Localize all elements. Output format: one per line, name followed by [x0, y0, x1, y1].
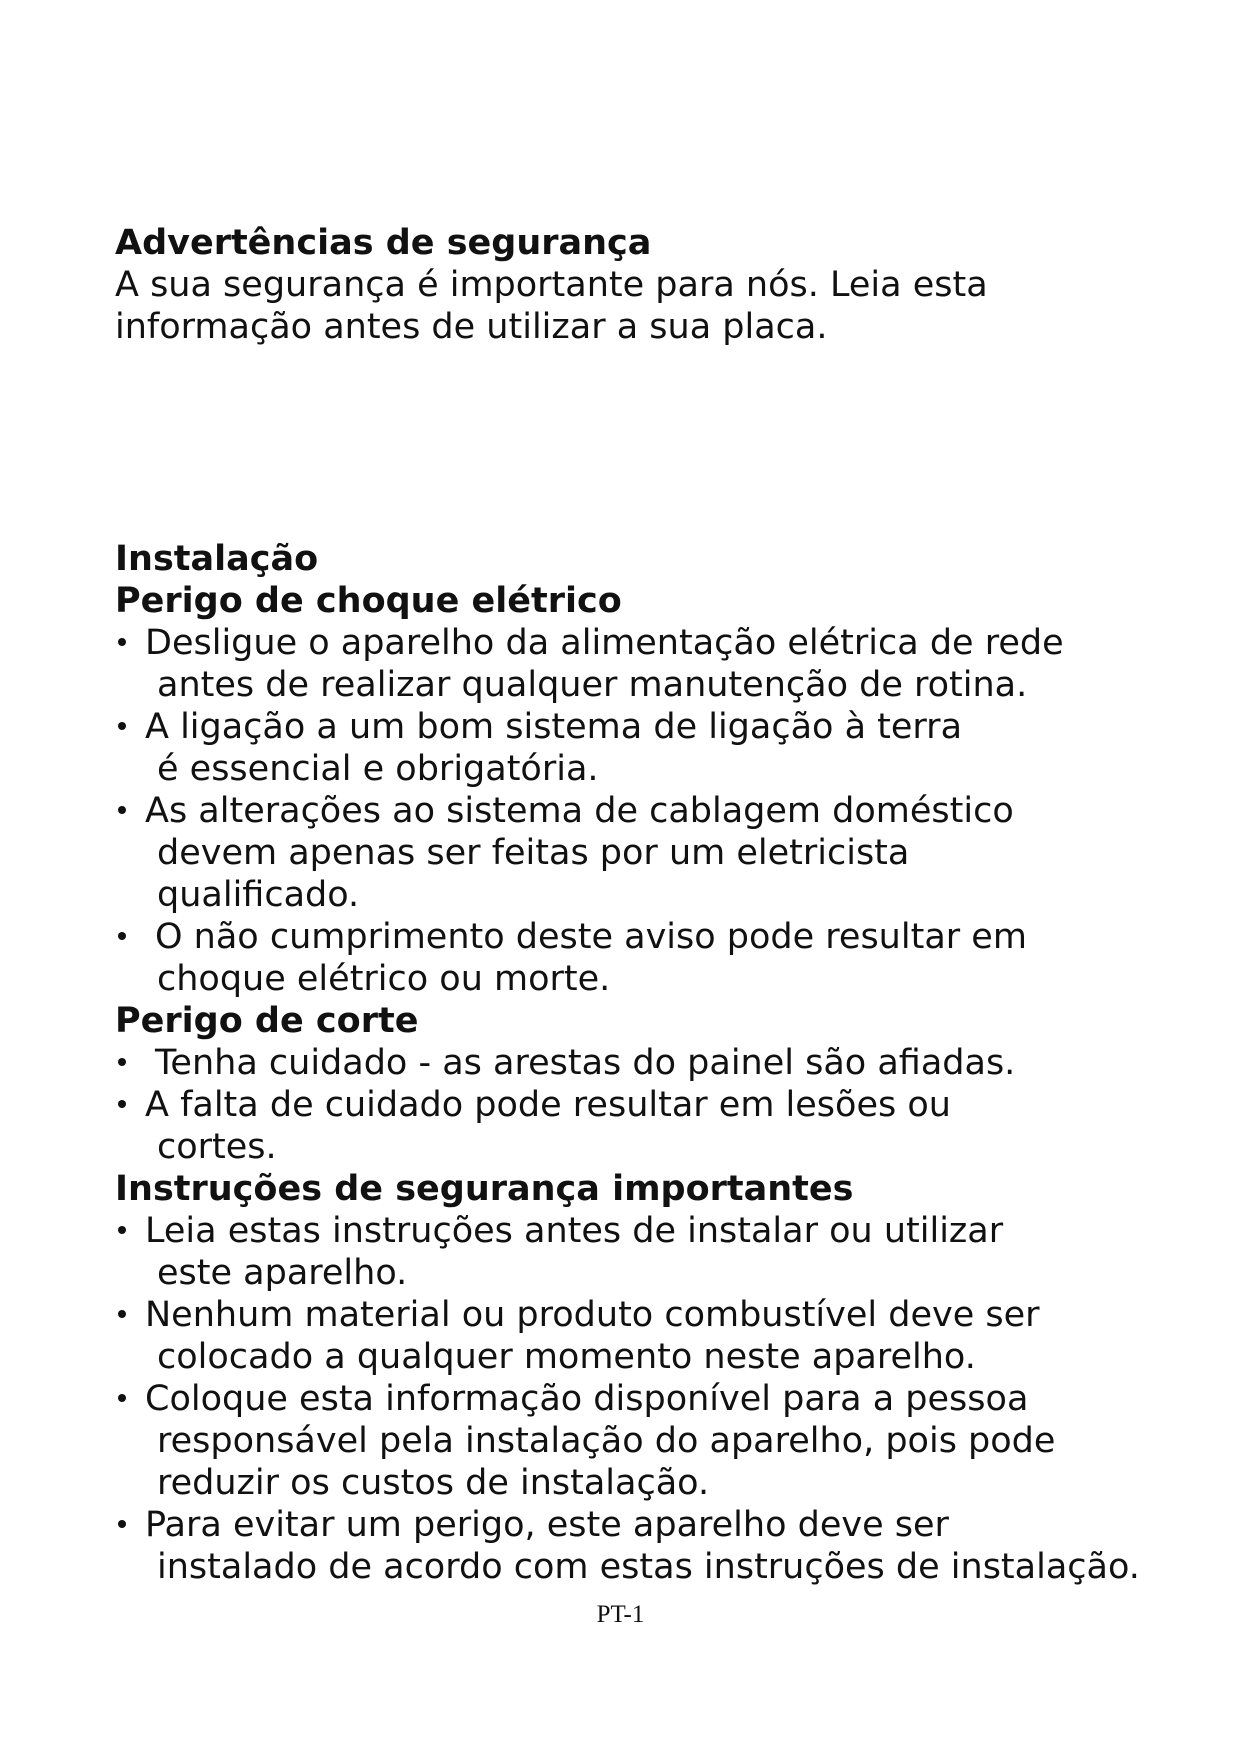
- bullet-item: [115, 790, 1195, 916]
- bullet-text: Coloque esta informação disponível para a pessoa: [145, 1379, 1029, 1419]
- bullet-text: reduzir os custos de instalação.: [157, 1463, 710, 1503]
- bullet-text: As alterações ao sistema de cablagem doméstico: [145, 791, 1014, 831]
- bullet-item: [115, 706, 1195, 790]
- bullet-text: O não cumprimento deste aviso pode resultar em: [155, 917, 1027, 957]
- bullet-item: [115, 1294, 1195, 1378]
- intro-title: Advertências de segurança: [115, 223, 652, 263]
- installation-section: [115, 538, 1195, 1588]
- bullet-text: A falta de cuidado pode resultar em lesões ou: [145, 1085, 951, 1125]
- bullet-icon: [115, 790, 145, 832]
- bullet-text: Nenhum material ou produto combustível deve ser: [145, 1295, 1040, 1335]
- bullet-item: [115, 1210, 1195, 1294]
- bullet-text: cortes.: [157, 1127, 277, 1167]
- cut-hazard-heading: Perigo de corte: [115, 1001, 419, 1041]
- bullet-item: [115, 1378, 1195, 1504]
- bullet-text: Tenha cuidado - as arestas do painel são afiadas.: [155, 1043, 1016, 1083]
- page-number: PT-1: [596, 1601, 645, 1628]
- safety-instructions-heading: Instruções de segurança importantes: [115, 1169, 854, 1209]
- bullet-item: [115, 1504, 1195, 1588]
- bullet-item: [115, 622, 1195, 706]
- installation-title: Instalação: [115, 539, 319, 579]
- bullet-icon: [115, 1378, 145, 1420]
- bullet-icon: [115, 1084, 145, 1126]
- bullet-icon: [115, 622, 145, 664]
- bullet-icon: [115, 916, 145, 958]
- bullet-icon: [115, 1042, 145, 1084]
- bullet-text: colocado a qualquer momento neste aparelho.: [157, 1337, 976, 1377]
- bullet-text: choque elétrico ou morte.: [157, 959, 611, 999]
- intro-section: [115, 222, 1195, 348]
- bullet-text: é essencial e obrigatória.: [157, 749, 599, 789]
- bullet-text: este aparelho.: [157, 1253, 408, 1293]
- bullet-text: antes de realizar qualquer manutenção de rotina.: [157, 665, 1028, 705]
- bullet-text: instalado de acordo com estas instruções de instalação.: [157, 1547, 1140, 1587]
- bullet-text: Desligue o aparelho da alimentação elétrica de rede: [145, 623, 1064, 663]
- intro-text-line: A sua segurança é importante para nós. Leia esta: [115, 265, 988, 305]
- bullet-text: Para evitar um perigo, este aparelho deve ser: [145, 1505, 949, 1545]
- bullet-text: Leia estas instruções antes de instalar ou utilizar: [145, 1211, 1004, 1251]
- bullet-icon: [115, 1294, 145, 1336]
- bullet-item: [115, 1042, 1195, 1084]
- electric-shock-heading: Perigo de choque elétrico: [115, 581, 622, 621]
- intro-text-line: informação antes de utilizar a sua placa.: [115, 307, 828, 347]
- bullet-icon: [115, 706, 145, 748]
- bullet-icon: [115, 1504, 145, 1546]
- bullet-text: devem apenas ser feitas por um eletricista: [157, 833, 910, 873]
- bullet-text: A ligação a um bom sistema de ligação à terra: [145, 707, 963, 747]
- bullet-text: qualificado.: [157, 875, 360, 915]
- bullet-item: [115, 916, 1195, 1000]
- bullet-text: responsável pela instalação do aparelho, pois pode: [157, 1421, 1056, 1461]
- bullet-icon: [115, 1210, 145, 1252]
- bullet-item: [115, 1084, 1195, 1168]
